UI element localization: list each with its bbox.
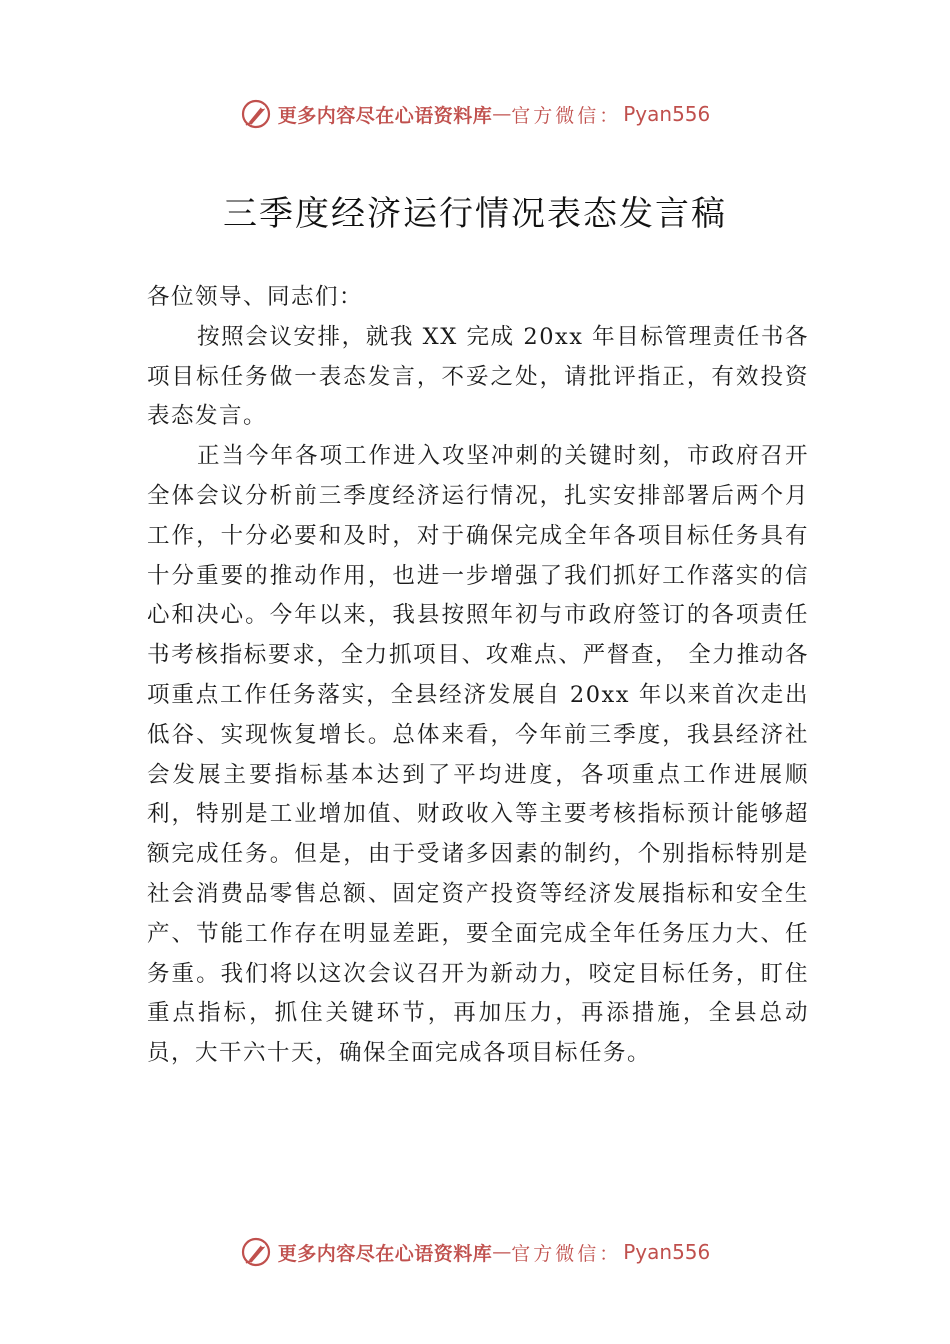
paragraph-2: 正当今年各项工作进入攻坚冲刺的关键时刻，市政府召开全体会议分析前三季度经济运行情况，扎实安排部署后两个月工作，十分必要和及时，对于确保完成全年各项目标任务具有十分重要的推动作用，也进一步增强了我们抓好工作落实的信心和决心。今年以来，我县按照年初与市政府签订的各项责任书考核指标要求，全力抓项目、攻难点、严督查， 全力推动各项重点工作任务落实，全县经济发展自 20xx 年以来首次走出低谷、实现恢复增长。总体来看，今年前三季度，我县经济社会发展主要指标基本达到了平均进度，各项重点工作进展顺利，特别是工业增加值、财政收入等主要考核指标预计能够超额完成任务。但是，由于受诸多因素的制约，个别指标特别是社会消费品零售总额、固定资产投资等经济发展指标和安全生产、节能工作存在明显差距，要全面完成全年任务压力大、任务重。我们将以这次会议召开为新动力，咬定目标任务，盯住重点指标，抓住关键环节，再加压力，再添措施，全县总动员，大干六十天，确保全面完成各项目标任务。 <box>147 443 809 1067</box>
paragraph-1: 按照会议安排，就我 XX 完成 20xx 年目标管理责任书各项目标任务做一表态发言，不妥之处，请批评指正，有效投资表态发言。 <box>147 323 809 430</box>
banner-dash: — <box>492 103 512 125</box>
pen-seal-icon <box>240 98 272 130</box>
pen-seal-icon <box>240 1236 272 1268</box>
banner-lead-text: 更多内容尽在心语资料库 <box>277 1242 493 1265</box>
banner-wechat-id: Pyan556 <box>623 102 711 126</box>
salutation: 各位领导、同志们： <box>147 284 364 310</box>
banner-wechat-label: 官方微信： <box>511 104 622 127</box>
banner-wechat-label: 官方微信： <box>511 1242 622 1265</box>
document-body <box>147 278 809 1074</box>
footer-banner <box>0 1232 950 1272</box>
banner-lead-text: 更多内容尽在心语资料库 <box>277 104 493 127</box>
document-title: 三季度经济运行情况表态发言稿 <box>223 194 727 234</box>
header-banner <box>0 94 950 134</box>
banner-wechat-id: Pyan556 <box>623 1240 711 1264</box>
banner-dash: — <box>492 1241 512 1263</box>
